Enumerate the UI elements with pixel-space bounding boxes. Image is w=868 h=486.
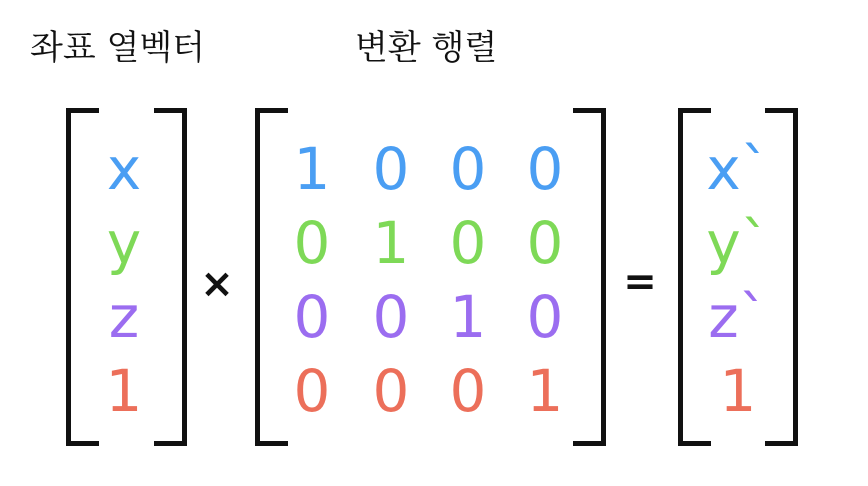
matrix-cell: 0 bbox=[372, 283, 410, 351]
equals-sign: = bbox=[623, 259, 657, 305]
matrix-cell: 0 bbox=[372, 357, 410, 425]
result-cell: y` bbox=[706, 209, 770, 277]
matrix-cell: 0 bbox=[449, 209, 487, 277]
result-cell: z` bbox=[708, 283, 768, 351]
matrix-cell: 0 bbox=[526, 209, 564, 277]
matrix-cell: 0 bbox=[293, 357, 331, 425]
matrix-cell: 0 bbox=[293, 209, 331, 277]
matrix-label: 변환 행렬 bbox=[355, 28, 498, 68]
result-cell: 1 bbox=[719, 357, 757, 425]
matrix-cell: 1 bbox=[293, 135, 331, 203]
matrix-cell: 0 bbox=[293, 283, 331, 351]
vector-cell: x bbox=[106, 135, 142, 203]
result-cell: x` bbox=[706, 135, 770, 203]
matrix-cell: 1 bbox=[372, 209, 410, 277]
matrix-cell: 1 bbox=[449, 283, 487, 351]
matrix-cell: 0 bbox=[372, 135, 410, 203]
vector-cell: 1 bbox=[105, 357, 143, 425]
vector-label: 좌표 열벡터 bbox=[30, 28, 206, 68]
multiply-sign: × bbox=[200, 261, 234, 307]
vector-cell: y bbox=[106, 209, 142, 277]
matrix-cell: 0 bbox=[449, 135, 487, 203]
matrix-cell: 0 bbox=[526, 135, 564, 203]
matrix-cell: 0 bbox=[449, 357, 487, 425]
matrix-cell: 1 bbox=[526, 357, 564, 425]
vector-cell: z bbox=[108, 283, 140, 351]
matrix-cell: 0 bbox=[526, 283, 564, 351]
